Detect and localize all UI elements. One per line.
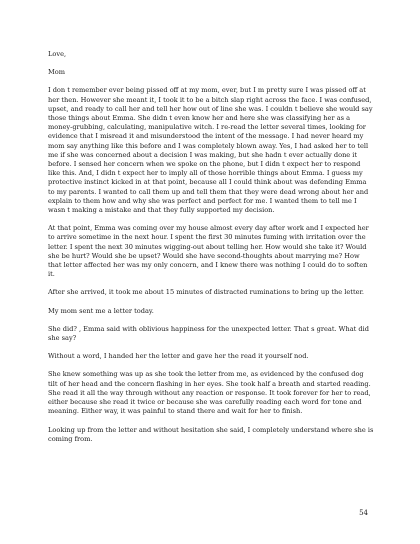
paragraph-handed-letter: Without a word, I handed her the letter and gave her the read it yourself nod. <box>48 352 309 361</box>
closing-salutation: Love, <box>48 50 67 58</box>
dialogue-emma-response: She did? , Emma said with oblivious happiness for the unexpected letter. That s great. What did she say? <box>48 324 369 343</box>
paragraph-emma-coming-over: At that point, Emma was coming over my house almost every day after work and I expected her to arrive sometime in the next hour. I spent the first 30 minutes fuming with irritation over the letter. I spent the next 30 minutes wigging-out about telling her. How would she take it? Would she be hurt? Would she be upset? Would she have second-thoughts about marrying me? How that letter affected her was my only concern, and I knew there was nothing I could do to soften it. <box>48 224 369 279</box>
paragraph-she-knew: She knew something was up as she took the letter from me, as evidenced by the confused dog tilt of her head and the concern flashing in her eyes. She took half a breath and started reading. She read it all the way through without any reaction or response. It took forever for her to read, either because she read it twice or because she was carefully reading each word for tone and meaning. Either way, it was painful to stand there and wait for her to finish. <box>48 370 371 416</box>
page-body <box>48 50 374 453</box>
dialogue-mom-sent-letter: My mom sent me a letter today. <box>48 306 154 315</box>
page-number: 54 <box>359 509 368 517</box>
paragraph-after-she-arrived: After she arrived, it took me about 15 minutes of distracted ruminations to bring up the letter. <box>48 288 365 297</box>
letter-signature: Mom <box>48 68 65 77</box>
paragraph-pissed-off: I don t remember ever being pissed off at my mom, ever, but I m pretty sure I was pissed off at her then. However she meant it, I took it to be a bitch slap right across the face. I was confused, upset, and ready to call her and tell her how out of line she was. I couldn t believe she would say those things about Emma. She didn t even know her and here she was classifying her as a money-grubbing, calculating, manipulative witch. I re-read the letter several times, looking for evidence that I misread it and misunderstood the intent of the message. I had never heard my mom say anything like this before and I was completely blown away. Yes, I had asked her to tell me if she was concerned about a decision I was making, but she hadn t ever actually done it before. I sensed her concern when we spoke on the phone, but I didn t expect her to respond like this. And, I didn t expect her to imply all of those horrible things about Emma. I guess my protective instinct kicked in at that point, because all I could think about was defending Emma to my parents. I wanted to call them up and tell them that they were dead wrong about her and explain to them how and why she was perfect and perfect for me. I wanted them to tell me I wasn t making a mistake and that they fully supported my decision. <box>48 86 373 215</box>
paragraph-looking-up: Looking up from the letter and without hesitation she said, I completely understand where she is coming from. <box>48 425 374 443</box>
